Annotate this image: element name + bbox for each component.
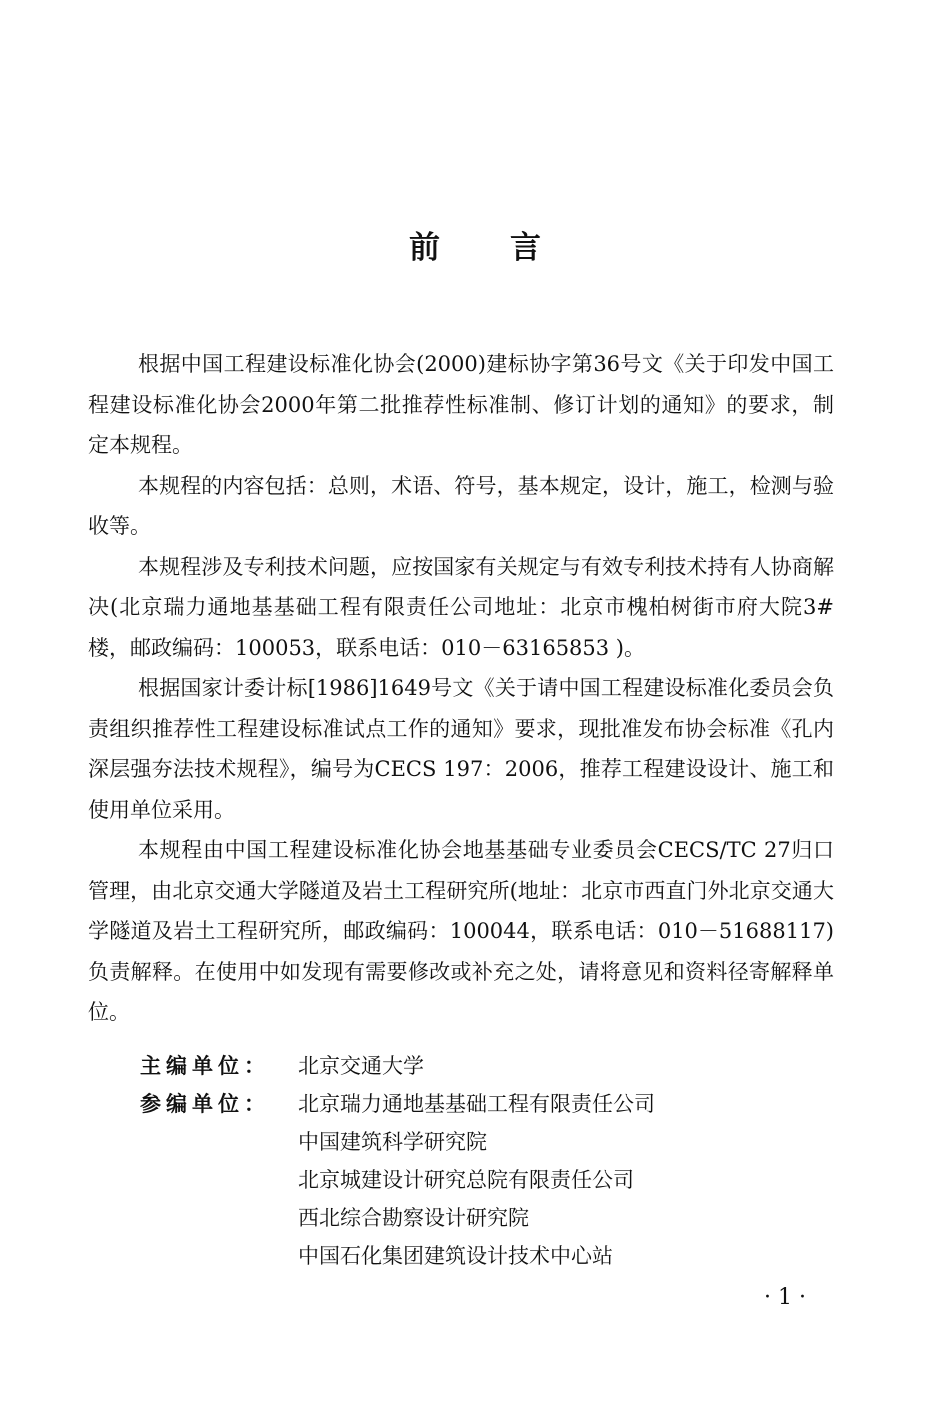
- participants-label: 参编单位：: [140, 1092, 270, 1116]
- participant-unit: 西北综合勘察设计研究院: [298, 1206, 529, 1230]
- participant-unit: 中国石化集团建筑设计技术中心站: [298, 1244, 613, 1268]
- paragraph-3: 本规程涉及专利技术问题，应按国家有关规定与有效专利技术持有人协商解决(北京瑞力通地基基础工程有限责任公司地址：北京市槐柏树街市府大院3#楼，邮政编码：100053，联系电话：010－63165853 )。: [88, 554, 834, 660]
- participant-unit: 北京城建设计研究总院有限责任公司: [298, 1168, 634, 1192]
- chief-editor-label: 主编单位：: [140, 1054, 270, 1078]
- preface-body: [88, 344, 834, 1033]
- paragraph-2: 本规程的内容包括：总则，术语、符号，基本规定，设计，施工，检测与验收等。: [88, 473, 834, 538]
- chief-editor-row: [140, 1047, 655, 1085]
- paragraph-5: 本规程由中国工程建设标准化协会地基基础专业委员会CECS/TC 27归口管理，由北京交通大学隧道及岩土工程研究所(地址：北京市西直门外北京交通大学隧道及岩土工程研究所，邮政编码：100044，联系电话：010－51688117)负责解释。在使用中如发现有需要修改或补充之处，请将意见和资料径寄解释单位。: [88, 838, 834, 1024]
- paragraph-1: 根据中国工程建设标准化协会(2000)建标协字第36号文《关于印发中国工程建设标准化协会2000年第二批推荐性标准制、修订计划的通知》的要求，制定本规程。: [88, 352, 834, 457]
- editor-units: [140, 1047, 655, 1275]
- chief-editor-name: 北京交通大学: [298, 1054, 424, 1078]
- participants-list: [298, 1085, 655, 1275]
- participant-unit: 中国建筑科学研究院: [298, 1130, 487, 1154]
- participants-row: [140, 1085, 655, 1275]
- page-title: 前言: [409, 230, 611, 266]
- paragraph-4: 根据国家计委计标[1986]1649号文《关于请中国工程建设标准化委员会负责组织推荐性工程建设标准试点工作的通知》要求，现批准发布协会标准《孔内深层强夯法技术规程》，编号为CECS 197：2006，推荐工程建设设计、施工和使用单位采用。: [88, 676, 834, 822]
- participant-unit: 北京瑞力通地基基础工程有限责任公司: [298, 1092, 655, 1116]
- page-number: · 1 ·: [764, 1285, 806, 1310]
